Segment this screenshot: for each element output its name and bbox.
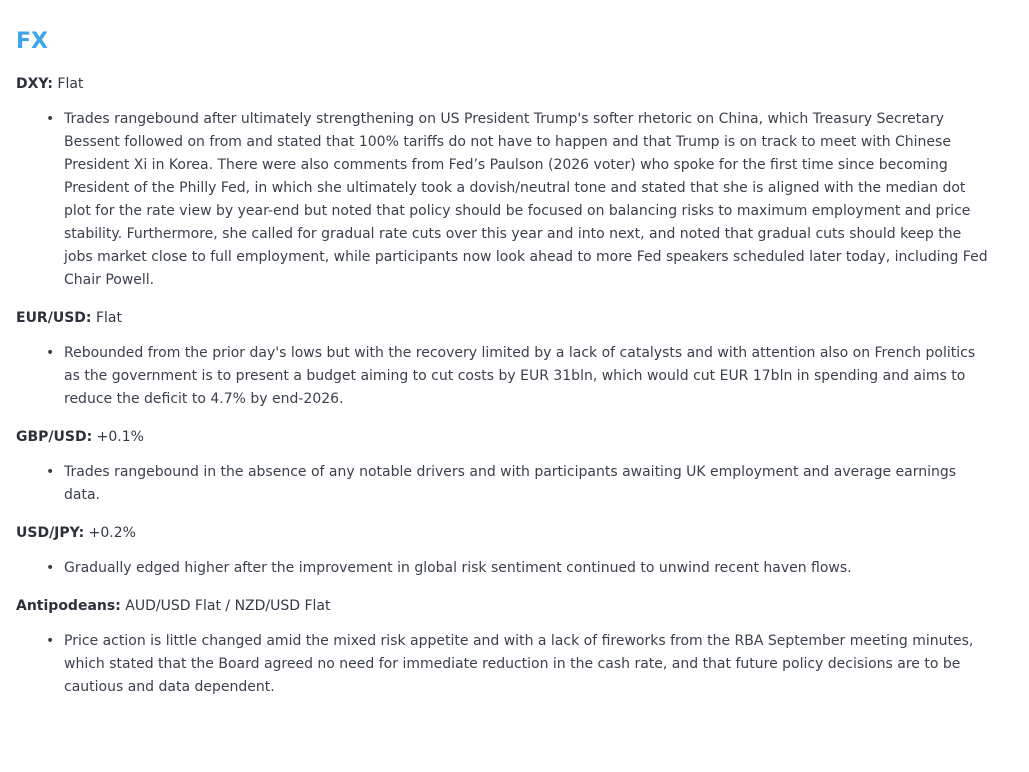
pair-status: Flat bbox=[95, 310, 122, 326]
pair-name: DXY: bbox=[16, 76, 53, 92]
pair-line bbox=[16, 74, 1013, 94]
pair-line bbox=[16, 308, 1013, 328]
pair-status: AUD/USD Flat / NZD/USD Flat bbox=[125, 598, 331, 614]
bullet-list bbox=[16, 461, 1013, 507]
list-item bbox=[46, 461, 1013, 507]
pair-status: +0.2% bbox=[88, 525, 136, 541]
list-item bbox=[46, 557, 1013, 580]
pair-line bbox=[16, 596, 1013, 616]
list-item bbox=[46, 342, 1013, 411]
bullet-list bbox=[16, 108, 1013, 292]
pair-name: EUR/USD: bbox=[16, 310, 92, 326]
pair-line bbox=[16, 523, 1013, 543]
section-eurusd bbox=[16, 308, 1013, 411]
bullet-list bbox=[16, 342, 1013, 411]
pair-status: Flat bbox=[57, 76, 84, 92]
section-gbpusd bbox=[16, 427, 1013, 507]
section-dxy bbox=[16, 74, 1013, 292]
page-title: FX bbox=[16, 29, 48, 54]
bullet-text: Trades rangebound in the absence of any notable drivers and with participants awaiting UK employment and average earnings data. bbox=[64, 464, 957, 503]
bullet-text: Gradually edged higher after the improvement in global risk sentiment continued to unwind recent haven flows. bbox=[64, 560, 852, 576]
bullet-dot-icon: • bbox=[46, 464, 55, 480]
bullet-dot-icon: • bbox=[46, 111, 55, 127]
pair-name: GBP/USD: bbox=[16, 429, 93, 445]
section-antipodeans bbox=[16, 596, 1013, 699]
pair-name: Antipodeans: bbox=[16, 598, 121, 614]
list-item bbox=[46, 108, 1013, 292]
bullet-list bbox=[16, 630, 1013, 699]
bullet-text: Price action is little changed amid the mixed risk appetite and with a lack of fireworks from the RBA September meeting minutes, which stated that the Board agreed no need for immediate reduction in the cash rate, and that future policy decisions are to be cautious and data dependent. bbox=[64, 633, 974, 695]
bullet-list bbox=[16, 557, 1013, 580]
bullet-dot-icon: • bbox=[46, 345, 55, 361]
pair-status: +0.1% bbox=[96, 429, 144, 445]
bullet-text: Rebounded from the prior day's lows but with the recovery limited by a lack of catalysts and with attention also on French politics as the government is to present a budget aiming to cut costs by EUR 31bln, which would cut EUR 17bln in spending and aims to reduce the deficit to 4.7% by end-2026. bbox=[64, 345, 976, 407]
bullet-dot-icon: • bbox=[46, 633, 55, 649]
section-usdjpy bbox=[16, 523, 1013, 580]
bullet-text: Trades rangebound after ultimately strengthening on US President Trump's softer rhetoric on China, which Treasury Secretary Bessent followed on from and stated that 100% tariffs do not have to happen and that Trump is on track to meet with Chinese President Xi in Korea. There were also comments from Fed’s Paulson (2026 voter) who spoke for the first time since becoming President of the Philly Fed, in which she ultimately took a dovish/neutral tone and stated that she is aligned with the median dot plot for the rate view by year-end but noted that policy should be focused on balancing risks to maximum employment and price stability. Furthermore, she called for gradual rate cuts over this year and into next, and noted that gradual cuts should keep the jobs market close to full employment, while participants now look ahead to more Fed speakers scheduled later today, including Fed Chair Powell. bbox=[64, 111, 988, 288]
bullet-dot-icon: • bbox=[46, 560, 55, 576]
list-item bbox=[46, 630, 1013, 699]
pair-name: USD/JPY: bbox=[16, 525, 85, 541]
pair-line bbox=[16, 427, 1013, 447]
